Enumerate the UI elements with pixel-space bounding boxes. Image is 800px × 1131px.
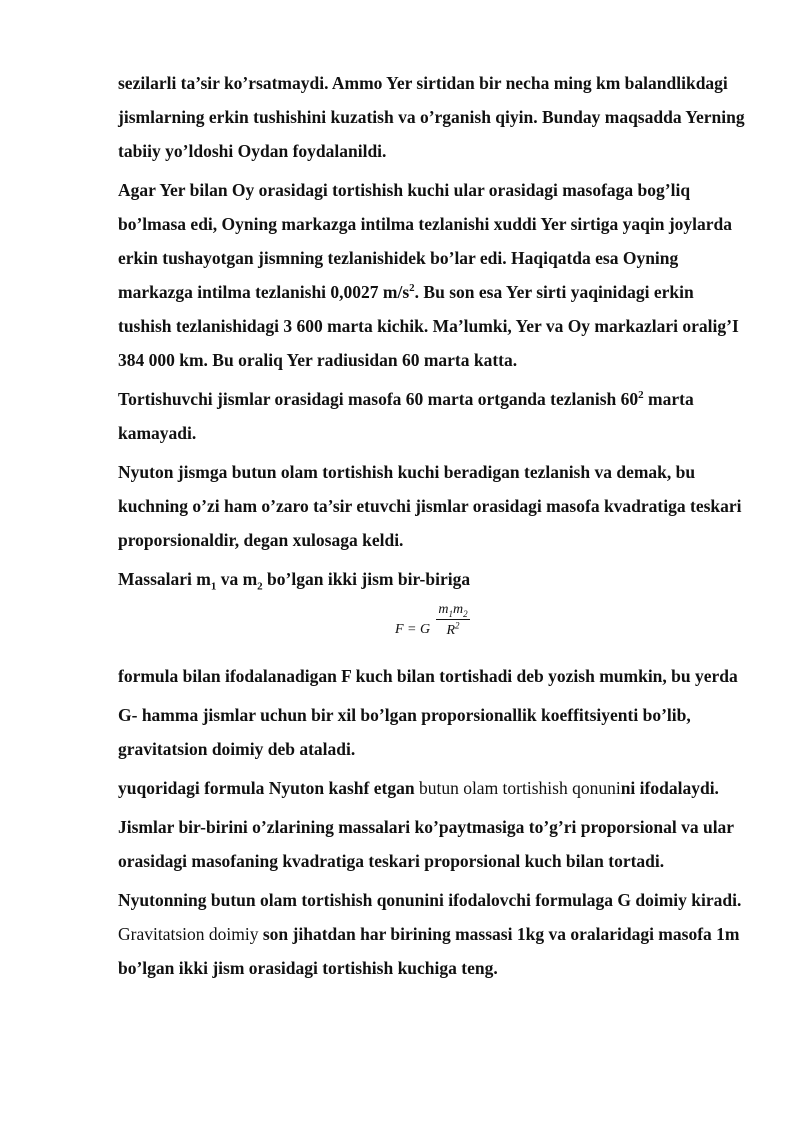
formula-r-sup: 2 (455, 620, 460, 631)
paragraph-2-text-b: . Bu son esa Yer sirti yaqinidagi erkin tushish tezlanishidagi 3 600 marta kichik. Ma’lumki, Yer va Oy markazlari oralig’I 384 000 km. Bu oraliq Yer radiusidan 60 marta katta. (118, 282, 739, 370)
paragraph-3-text-a: Tortishuvchi jismlar orasidagi masofa 60 marta ortganda tezlanish 60 (118, 389, 639, 409)
gravitation-formula (118, 601, 748, 659)
paragraph-2 (118, 173, 748, 377)
formula-denominator (436, 620, 470, 642)
paragraph-5-text-b: va m (216, 569, 258, 589)
paragraph-6: formula bilan ifodalanadigan F kuch bilan tortishadi deb yozish mumkin, bu yerda (118, 666, 738, 686)
paragraph-7: G- hamma jismlar uchun bir xil bo’lgan proporsionallik koeffitsiyenti bo’lib, gravitatsion doimiy deb ataladi. (118, 705, 691, 759)
formula-lhs: F = G (395, 622, 431, 637)
paragraph-8 (118, 771, 748, 805)
formula-m1: m (438, 602, 449, 617)
paragraph-10 (118, 883, 748, 985)
formula-sub1: 1 (448, 608, 453, 619)
formula-m2: m (453, 602, 464, 617)
paragraph-3-superscript: 2 (638, 389, 644, 402)
formula-fraction (436, 601, 470, 642)
paragraph-8-text-c: ni ifodalaydi. (620, 778, 719, 798)
paragraph-4: Nyuton jismga butun olam tortishish kuchi beradigan tezlanish va demak, bu kuchning o’zi ham o’zaro ta’sir etuvchi jismlar orasidagi masofa kvadratiga teskari proporsionaldir, degan xulosaga keldi. (118, 462, 742, 550)
formula-sub2: 2 (463, 608, 468, 619)
paragraph-1: sezilarli ta’sir ko’rsatmaydi. Ammo Yer sirtidan bir necha ming km balandlikdagi jismlarning erkin tushishini kuzatish va o’rganish qiyin. Bunday maqsadda Yerning tabiiy yo’ldoshi Oydan foydalanildi. (118, 73, 745, 161)
paragraph-3 (118, 382, 748, 450)
formula-numerator (436, 601, 470, 620)
paragraph-10-text-c: son jihatdan har birining massasi 1kg va oralaridagi masofa 1m bo’lgan ikki jism orasidagi tortishish kuchiga teng. (118, 924, 740, 978)
document-body (118, 66, 748, 990)
paragraph-5 (118, 562, 748, 596)
paragraph-8-text-b: butun olam tortishish qonuni (418, 778, 621, 798)
paragraph-10-text-a: Nyutonning butun olam tortishish qonunini ifodalovchi formulaga G doimiy kiradi. (118, 890, 742, 910)
paragraph-5-text-a: Massalari m (118, 569, 211, 589)
paragraph-2-text-a: Agar Yer bilan Oy orasidagi tortishish kuchi ular orasidagi masofaga bog’liq bo’lmasa edi, Oyning markazga intilma tezlanishi xuddi Yer sirtiga yaqin joylarda erkin tushayotgan jismning tezlanishidek bo’lar edi. Haqiqatda esa Oyning markazga intilma tezlanishi 0,0027 m/s (118, 180, 733, 302)
paragraph-3-text-b: marta kamayadi. (118, 389, 694, 443)
formula-r: R (446, 623, 456, 638)
paragraph-9: Jismlar bir-birini o’zlarining massalari ko’paytmasiga to’g’ri proporsional va ular orasidagi masofaning kvadratiga teskari proporsional kuch bilan tortadi. (118, 817, 734, 871)
paragraph-5-subscript-1: 1 (210, 580, 217, 593)
paragraph-2-superscript: 2 (409, 282, 415, 295)
paragraph-10-text-b: Gravitatsion doimiy (118, 924, 263, 944)
paragraph-5-subscript-2: 2 (257, 580, 263, 593)
paragraph-5-text-c: bo’lgan ikki jism bir-biriga (262, 569, 471, 589)
paragraph-8-text-a: yuqoridagi formula Nyuton kashf etgan (118, 778, 419, 798)
